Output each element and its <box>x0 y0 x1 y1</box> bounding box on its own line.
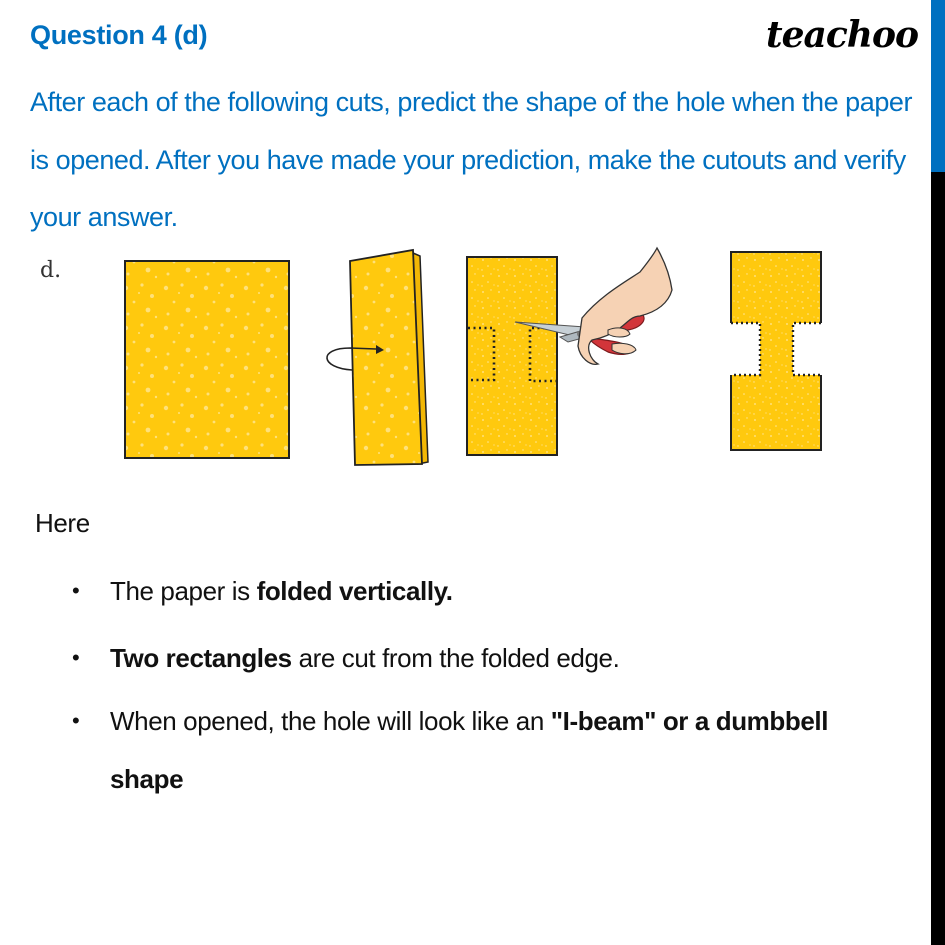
answer-intro: Here <box>35 508 90 538</box>
teachoo-logo: teachoo <box>766 14 918 56</box>
bullet-text <box>110 629 870 687</box>
bullet-text-normal: When opened, the hole will look like an <box>110 706 551 736</box>
bullet-text-bold: folded vertically. <box>256 576 453 606</box>
scissors-icon <box>515 311 644 354</box>
side-accent-bar-blue <box>931 0 945 172</box>
bullet-icon: • <box>72 645 80 670</box>
part-label: d. <box>40 258 62 283</box>
fold-arrow-icon <box>327 345 384 370</box>
bullet-text-bold: Two rectangles <box>110 643 292 673</box>
bullet-text <box>110 562 870 620</box>
bullet-text-normal: The paper is <box>110 576 257 606</box>
bullet-text-bold: "I-beam" or a dumbbell shape <box>110 706 829 794</box>
bullet-text-normal: are cut from the folded edge. <box>291 643 620 673</box>
hand-icon <box>578 248 672 364</box>
folded-paper <box>327 250 428 465</box>
question-title: Question 4 (d) <box>30 20 208 50</box>
side-accent-bar-black <box>931 172 945 945</box>
dotted-cut-lines <box>468 328 556 381</box>
bullet-icon: • <box>72 578 80 603</box>
cutting-paper <box>467 248 672 455</box>
bullet-icon: • <box>72 708 80 733</box>
bullet-text <box>110 692 830 808</box>
flat-paper <box>125 261 289 458</box>
question-text: After each of the following cuts, predict the shape of the hole when the paper is opened. After you have made your prediction, make the cutouts and verify your answer. <box>30 87 912 232</box>
opened-paper <box>731 252 821 450</box>
